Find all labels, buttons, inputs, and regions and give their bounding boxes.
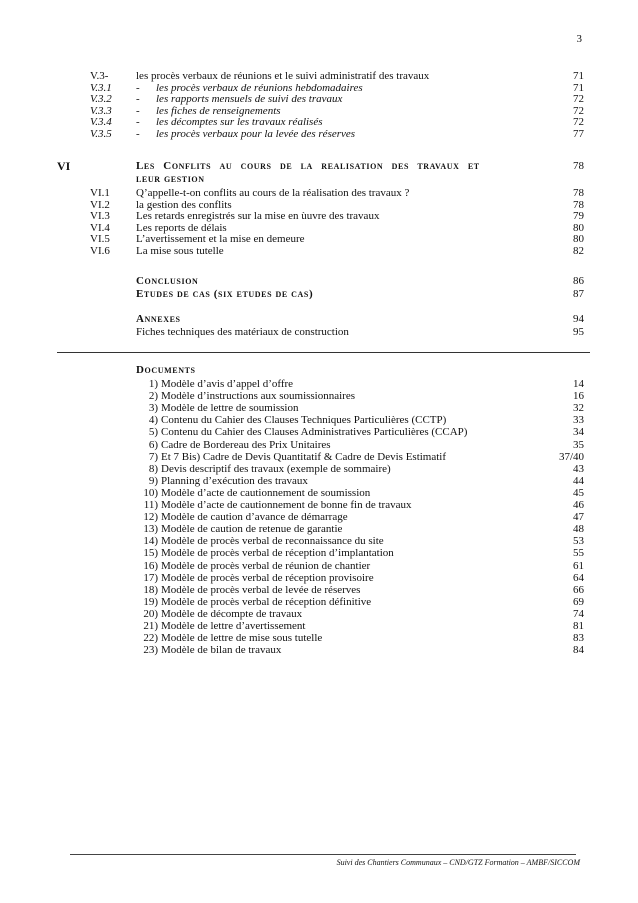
entry-title: Les reports de délais: [136, 221, 227, 234]
document-title: Modèle d’acte de cautionnement de soumission: [161, 486, 371, 499]
document-title: Modèle de procès verbal de réception d’implantation: [161, 547, 394, 560]
toc-entry: [0, 116, 638, 128]
document-entry: [0, 644, 638, 656]
document-entry: [0, 620, 638, 632]
annexes-entry: [0, 313, 638, 325]
entry-title: la gestion des conflits: [136, 198, 232, 211]
footer-rule: [70, 854, 576, 855]
document-number: 4): [148, 414, 158, 427]
entry-number: V.3.3: [90, 104, 112, 117]
document-number: 19): [143, 595, 158, 608]
document-page: 64: [573, 571, 584, 584]
document-title: Modèle de procès verbal de réunion de chantier: [161, 559, 371, 572]
document-title: Et 7 Bis) Cadre de Devis Quantitatif & Cadre de Devis Estimatif: [161, 450, 447, 463]
dash-bullet: -: [136, 127, 140, 140]
entry-page: 77: [573, 127, 584, 140]
document-page: 16: [573, 390, 584, 403]
entry-title: L’avertissement et la mise en demeure: [136, 233, 305, 245]
section-vi-page: 78: [573, 160, 584, 172]
section-vi-roman: VI: [57, 159, 71, 173]
entry-title-text: les procès verbaux pour la levée des réserves: [156, 127, 356, 140]
document-page: 48: [573, 523, 584, 536]
entry-number: VI.4: [90, 221, 110, 234]
document-page: 46: [573, 499, 584, 511]
entry-number: VI.1: [90, 187, 110, 199]
document-entry: [0, 451, 638, 463]
entry-number: V.3.5: [90, 127, 112, 140]
document-title: Contenu du Cahier des Clauses Administratives Particulières (CCAP): [161, 426, 468, 439]
document-title: Modèle de lettre de soumission: [161, 402, 299, 415]
entry-page: 82: [573, 244, 584, 257]
footer-text: Suivi des Chantiers Communaux – CND/GTZ Formation – AMBF/SICCOM: [336, 858, 580, 867]
document-page: 83: [573, 632, 584, 645]
document-entry: [0, 475, 638, 487]
toc-entry: [0, 187, 638, 199]
toc-entry: [0, 105, 638, 117]
entry-page: 72: [573, 93, 584, 105]
etudes-page: 87: [573, 288, 584, 300]
entry-number: V.3.4: [90, 116, 112, 128]
entry-number: VI.6: [90, 244, 110, 257]
entry-title-text: les décomptes sur les travaux réalisés: [156, 116, 323, 128]
document-entry: [0, 511, 638, 523]
section-vi-title-line2: leur gestion: [136, 173, 205, 185]
document-entry: [0, 584, 638, 596]
entry-title-text: les fiches de renseignements: [156, 104, 281, 117]
document-number: 2): [148, 390, 158, 403]
annexes-label: Annexes: [136, 313, 181, 325]
document-title: Modèle de caution d’avance de démarrage: [161, 511, 348, 524]
document-entry: [0, 463, 638, 475]
document-page: 35: [573, 438, 584, 451]
toc-entry: [0, 210, 638, 222]
document-title: Contenu du Cahier des Clauses Techniques Particulières (CCTP): [161, 414, 447, 427]
page-number: 3: [576, 33, 582, 45]
conclusion-page: 86: [573, 275, 584, 287]
document-title: Modèle de procès verbal de réception définitive: [161, 595, 372, 608]
document-number: 5): [148, 426, 158, 439]
document-title: Modèle d’avis d’appel d’offre: [161, 378, 294, 390]
etudes-entry: [0, 288, 638, 300]
document-entry: [0, 390, 638, 402]
entry-page: 78: [573, 187, 584, 199]
document-number: 22): [143, 632, 158, 645]
document-number: 13): [143, 523, 158, 536]
document-entry: [0, 499, 638, 511]
entry-number: V.3.1: [90, 81, 112, 94]
document-page: 81: [573, 620, 584, 632]
section-vi-header-cont: [0, 173, 638, 185]
fiches-page: 95: [573, 326, 584, 338]
section-vi-title-line1: Les Conflits au cours de la realisation des travaux et: [136, 160, 480, 172]
document-title: Modèle d’instructions aux soumissionnaires: [161, 390, 356, 403]
dash-bullet: -: [136, 81, 140, 94]
document-entry: [0, 487, 638, 499]
document-number: 14): [143, 535, 158, 548]
document-number: 8): [148, 462, 158, 475]
document-page: 69: [573, 595, 584, 608]
document-title: Modèle de lettre de mise sous tutelle: [161, 632, 323, 645]
document-number: 20): [143, 607, 158, 620]
document-number: 1): [148, 378, 158, 390]
toc-entry: [0, 222, 638, 234]
entry-page: 72: [573, 116, 584, 128]
document-page: 32: [573, 402, 584, 415]
annexes-page: 94: [573, 313, 584, 325]
entry-number: V.3-: [90, 70, 109, 82]
entry-number: V.3.2: [90, 93, 112, 105]
entry-number: VI.5: [90, 233, 110, 245]
document-entry: [0, 560, 638, 572]
entry-title: La mise sous tutelle: [136, 244, 224, 257]
toc-entry: [0, 245, 638, 257]
document-title: Modèle de caution de retenue de garantie: [161, 523, 343, 536]
document-number: 17): [143, 571, 158, 584]
document-title: Modèle d’acte de cautionnement de bonne fin de travaux: [161, 499, 412, 511]
document-entry: [0, 547, 638, 559]
document-entry: [0, 608, 638, 620]
entry-title-text: les rapports mensuels de suivi des travaux: [156, 93, 343, 105]
document-number: 7): [148, 450, 158, 463]
document-title: Devis descriptif des travaux (exemple de sommaire): [161, 462, 391, 475]
entry-title-text: les procès verbaux de réunions et le suivi administratif des travaux: [136, 70, 430, 82]
document-number: 15): [143, 547, 158, 560]
document-number: 10): [143, 486, 158, 499]
document-entry: [0, 414, 638, 426]
toc-entry: [0, 82, 638, 94]
toc-entry: [0, 233, 638, 245]
document-page: 37/40: [558, 450, 584, 463]
document-title: Cadre de Bordereau des Prix Unitaires: [161, 438, 331, 451]
entry-page: 80: [573, 233, 584, 245]
document-entry: [0, 535, 638, 547]
document-entry: [0, 439, 638, 451]
document-number: 9): [148, 474, 158, 487]
document-entry: [0, 596, 638, 608]
document-page: 61: [573, 559, 584, 572]
entry-page: 71: [573, 70, 584, 82]
document-title: Modèle de lettre d’avertissement: [161, 620, 306, 632]
document-entry: [0, 378, 638, 390]
etudes-label: Etudes de cas (six etudes de cas): [136, 288, 314, 300]
document-entry: [0, 632, 638, 644]
dash-bullet: -: [136, 104, 140, 117]
entry-number: VI.3: [90, 210, 110, 222]
document-page: 84: [573, 644, 584, 657]
document-page: 45: [573, 486, 584, 499]
fiches-entry: [0, 326, 638, 338]
document-number: 11): [143, 499, 158, 511]
dash-bullet: -: [136, 93, 140, 105]
document-title: Modèle de procès verbal de reconnaissance du site: [161, 535, 384, 548]
document-title: Modèle de procès verbal de réception provisoire: [161, 571, 374, 584]
dash-bullet: -: [136, 116, 140, 128]
conclusion-entry: [0, 275, 638, 287]
document-title: Modèle de décompte de travaux: [161, 607, 303, 620]
document-number: 6): [148, 438, 158, 451]
document-title: Planning d’exécution des travaux: [161, 474, 308, 487]
document-page: 66: [573, 583, 584, 596]
document-page: 55: [573, 547, 584, 560]
document-page: 14: [573, 378, 584, 390]
document-number: 3): [148, 402, 158, 415]
document-page: 33: [573, 414, 584, 427]
separator-line: [57, 352, 590, 353]
document-title: Modèle de bilan de travaux: [161, 644, 282, 657]
toc-entry: [0, 199, 638, 211]
toc-entry: [0, 70, 638, 82]
document-title: Modèle de procès verbal de levée de réserves: [161, 583, 361, 596]
documents-heading: Documents: [136, 364, 196, 376]
document-page: 47: [573, 511, 584, 524]
document-number: 16): [143, 559, 158, 572]
toc-entry: [0, 93, 638, 105]
document-page: 44: [573, 474, 584, 487]
document-page: 74: [573, 607, 584, 620]
entry-page: 78: [573, 198, 584, 211]
document-page: 34: [573, 426, 584, 439]
document-number: 23): [143, 644, 158, 657]
entry-title-text: les procès verbaux de réunions hebdomadaires: [156, 81, 363, 94]
document-number: 12): [143, 511, 158, 524]
section-vi-header: [0, 160, 638, 172]
document-entry: [0, 572, 638, 584]
entry-title: Les retards enregistrés sur la mise en ùuvre des travaux: [136, 210, 380, 222]
document-number: 18): [143, 583, 158, 596]
entry-page: 72: [573, 104, 584, 117]
entry-page: 80: [573, 221, 584, 234]
conclusion-label: Conclusion: [136, 275, 199, 287]
entry-page: 71: [573, 81, 584, 94]
document-entry: [0, 402, 638, 414]
entry-number: VI.2: [90, 198, 110, 211]
document-number: 21): [143, 620, 158, 632]
document-page: 53: [573, 535, 584, 548]
entry-title: Q’appelle-t-on conflits au cours de la réalisation des travaux ?: [136, 187, 410, 199]
document-entry: [0, 523, 638, 535]
document-entry: [0, 426, 638, 438]
document-page: 43: [573, 462, 584, 475]
documents-heading-row: [0, 364, 638, 376]
fiches-text: Fiches techniques des matériaux de construction: [136, 326, 349, 338]
entry-page: 79: [573, 210, 584, 222]
toc-entry: [0, 128, 638, 140]
